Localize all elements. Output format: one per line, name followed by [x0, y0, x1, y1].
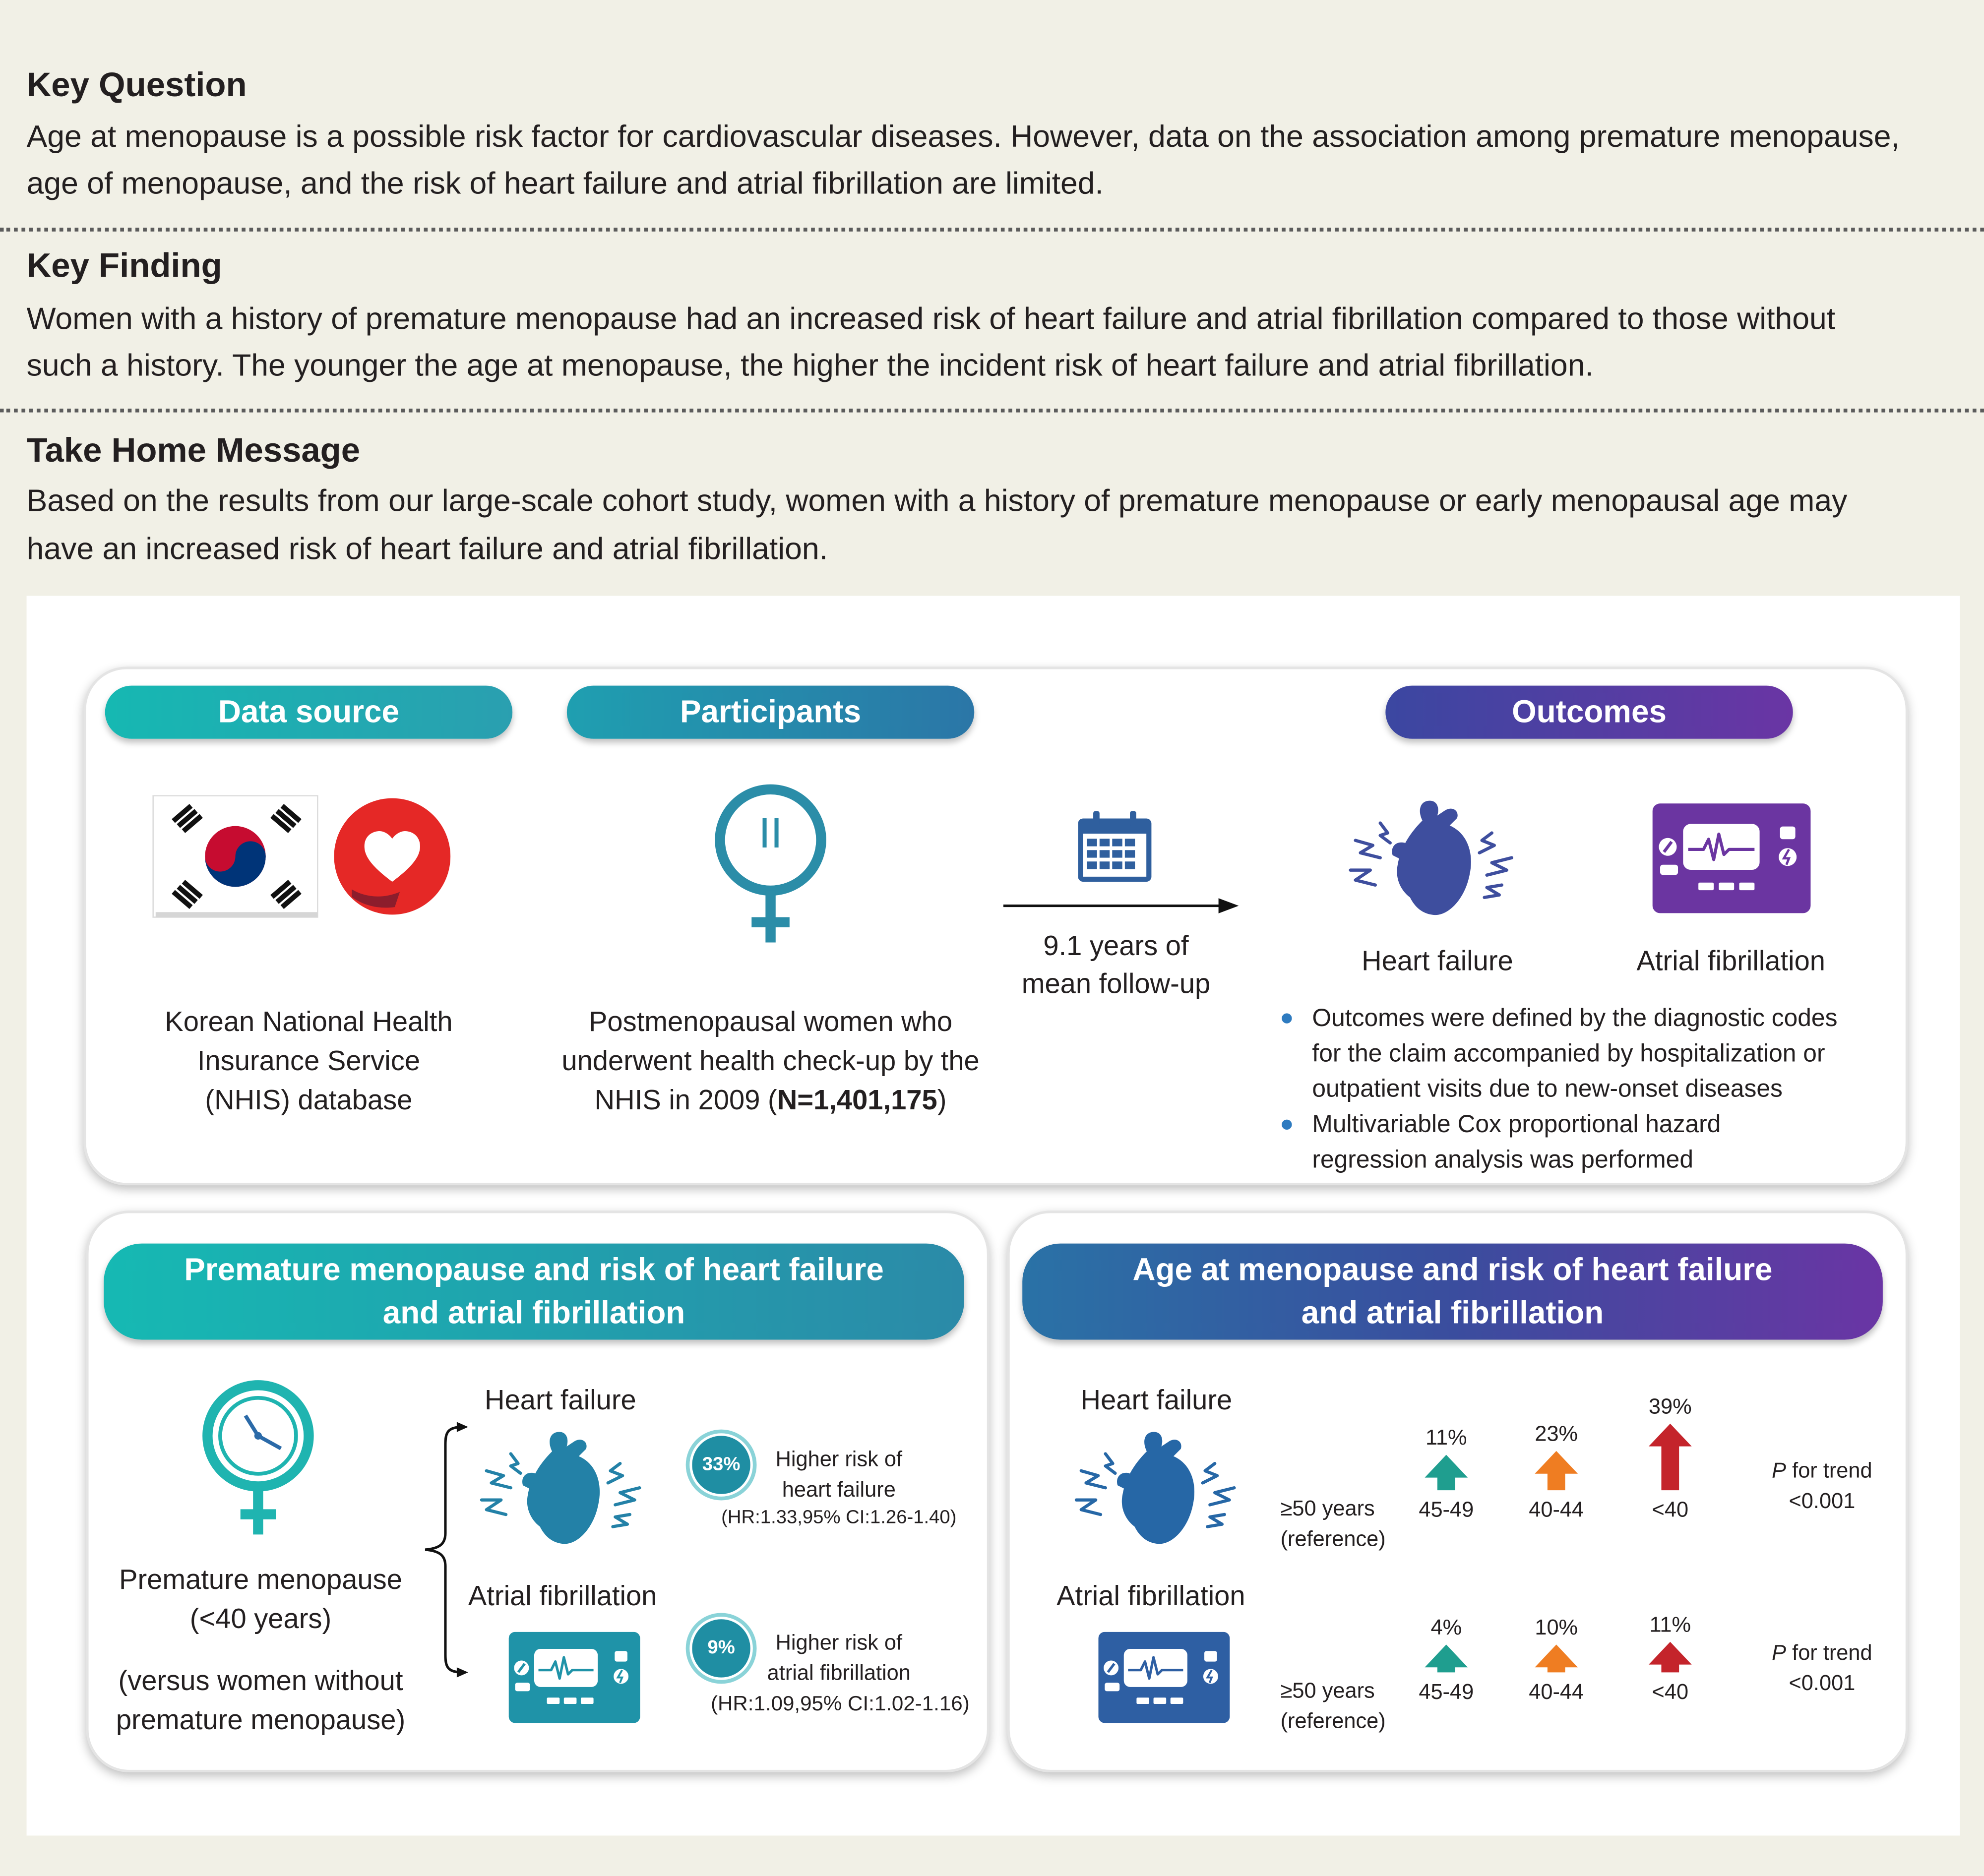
- age-title-line2: and atrial fibrillation: [1301, 1295, 1604, 1331]
- af-risk-line2: atrial fibrillation: [767, 1661, 911, 1685]
- risk-percent-label: 23%: [1535, 1422, 1578, 1446]
- af-p-for-trend-value: <0.001: [1789, 1671, 1856, 1695]
- key-finding-line1: Women with a history of premature menopause had an increased risk of heart failure and atrial fibrillation compared to those without: [26, 302, 1836, 337]
- key-finding-heading: Key Finding: [26, 246, 222, 285]
- atrial-fibrillation-monitor-icon: [1098, 1632, 1230, 1723]
- take-home-line1: Based on the results from our large-scale cohort study, women with a history of premature menopause or early menopausal age may: [26, 484, 1848, 519]
- hf-hazard-ratio: (HR:1.33,95% CI:1.26-1.40): [721, 1507, 957, 1528]
- premature-comparison-line2: premature menopause): [116, 1704, 406, 1736]
- risk-arrow-40-44: [1535, 1451, 1578, 1490]
- premature-subject-line2: (<40 years): [189, 1603, 332, 1634]
- chart-title-heart-failure: Heart failure: [1080, 1384, 1233, 1416]
- risk-percent-label: 4%: [1430, 1615, 1462, 1639]
- outcomes-bullet-list: [1279, 1001, 1899, 1178]
- outcome-af-label: Atrial fibrillation: [1636, 945, 1826, 977]
- p-trend-text: for trend: [1786, 1458, 1872, 1483]
- chart-title-atrial-fibrillation: Atrial fibrillation: [1056, 1580, 1245, 1612]
- atrial-fibrillation-monitor-icon: [509, 1632, 640, 1723]
- participants-line3: [506, 1081, 1035, 1120]
- heart-failure-percent-badge: 33%: [689, 1433, 753, 1497]
- divider: [0, 409, 1984, 413]
- key-question-line2: age of menopause, and the risk of heart failure and atrial fibrillation are limited.: [26, 167, 1104, 201]
- bullet-text: Multivariable Cox proportional hazard: [1312, 1110, 1721, 1139]
- premature-title-line2: and atrial fibrillation: [382, 1295, 685, 1331]
- korean-flag-icon: [153, 796, 318, 917]
- key-question-heading: Key Question: [26, 65, 247, 104]
- follow-up-arrow: [1003, 895, 1239, 917]
- participants-count: N=1,401,175: [777, 1084, 937, 1116]
- key-question-line1: Age at menopause is a possible risk factor for cardiovascular diseases. However, data on the association among premature menopause,: [26, 120, 1900, 155]
- bullet-item: [1279, 1107, 1899, 1178]
- participants-line3-text: NHIS in 2009 (: [594, 1084, 777, 1116]
- af-percent-badge: 9%: [689, 1617, 753, 1680]
- nhis-logo-icon: [334, 798, 450, 915]
- atrial-fibrillation-monitor-icon: [1653, 803, 1811, 913]
- participants-line1: Postmenopausal women who: [588, 1006, 953, 1037]
- age-title-line1: Age at menopause and risk of heart failure: [1132, 1252, 1773, 1288]
- af-p-for-trend-label: [1759, 1638, 1885, 1669]
- bullet-text: regression analysis was performed: [1312, 1146, 1694, 1174]
- age-category-label: 40-44: [1529, 1498, 1584, 1522]
- bullet-item: [1279, 1001, 1899, 1107]
- age-category-label: 45-49: [1419, 1680, 1474, 1704]
- participant-group-numeral: II: [758, 809, 783, 858]
- heart-failure-icon: [1337, 798, 1527, 922]
- premature-comparison-line1: (versus women without: [118, 1665, 403, 1696]
- heart-failure-icon: [1063, 1430, 1250, 1551]
- risk-percent-label: 11%: [1426, 1426, 1467, 1450]
- age-category-label: <40: [1652, 1680, 1689, 1704]
- hf-risk-line1: Higher risk of: [775, 1447, 903, 1471]
- age-category-label: <40: [1652, 1498, 1689, 1522]
- calendar-icon: [1075, 808, 1154, 884]
- follow-up-line1: 9.1 years of: [1043, 929, 1189, 962]
- bullet-text: Outcomes were defined by the diagnostic codes: [1312, 1004, 1838, 1032]
- bullet-text: outpatient visits due to new-onset diseases: [1312, 1075, 1783, 1103]
- participants-line3-close: ): [937, 1084, 947, 1116]
- take-home-line2: have an increased risk of heart failure and atrial fibrillation.: [26, 532, 828, 567]
- data-source-line1: Korean National Health: [165, 1006, 453, 1037]
- risk-arrow-45-49: [1425, 1644, 1468, 1672]
- participants-line2: underwent health check-up by the: [561, 1045, 980, 1077]
- p-trend-text: for trend: [1786, 1640, 1872, 1665]
- hf-risk-line2: heart failure: [782, 1477, 896, 1502]
- premature-title-line1: Premature menopause and risk of heart failure: [184, 1252, 884, 1288]
- key-finding-line2: such a history. The younger the age at menopause, the higher the incident risk of heart failure and atrial fibrillation.: [26, 349, 1594, 383]
- take-home-heading: Take Home Message: [26, 431, 361, 470]
- af-risk-line1: Higher risk of: [775, 1631, 903, 1655]
- premature-heart-failure-label: Heart failure: [485, 1384, 636, 1416]
- outcomes-pill: Outcomes: [1385, 686, 1793, 739]
- age-category-label: 45-49: [1419, 1498, 1474, 1522]
- hf-reference-line2: (reference): [1280, 1527, 1386, 1551]
- data-source-line3: (NHIS) database: [205, 1084, 413, 1116]
- heart-failure-icon: [468, 1430, 656, 1551]
- af-reference-line2: (reference): [1280, 1709, 1386, 1733]
- premature-subject-line1: Premature menopause: [119, 1564, 402, 1595]
- p-italic: P: [1772, 1640, 1787, 1665]
- bullet-text: for the claim accompanied by hospitalization or: [1312, 1039, 1825, 1068]
- data-source-pill: Data source: [105, 686, 512, 739]
- female-symbol-icon: [709, 783, 833, 950]
- brace-connector: [418, 1422, 468, 1677]
- age-category-label: 40-44: [1529, 1680, 1584, 1704]
- risk-arrow-45-49: [1425, 1455, 1468, 1490]
- risk-arrow-<40: [1649, 1424, 1692, 1490]
- risk-percent-label: 11%: [1649, 1613, 1691, 1637]
- follow-up-line2: mean follow-up: [1021, 968, 1211, 1000]
- risk-percent-label: 10%: [1535, 1615, 1578, 1639]
- risk-arrow-40-44: [1535, 1644, 1578, 1672]
- premature-panel-title: [104, 1244, 964, 1340]
- clock-female-symbol-icon: [197, 1378, 319, 1540]
- premature-af-label: Atrial fibrillation: [468, 1580, 657, 1612]
- af-reference-line1: ≥50 years: [1280, 1679, 1375, 1703]
- outcome-heart-failure-label: Heart failure: [1362, 945, 1513, 977]
- risk-arrow-<40: [1649, 1642, 1692, 1673]
- risk-percent-label: 39%: [1648, 1394, 1692, 1419]
- data-source-line2: Insurance Service: [197, 1045, 421, 1077]
- p-italic: P: [1772, 1458, 1787, 1483]
- af-hazard-ratio: (HR:1.09,95% CI:1.02-1.16): [710, 1693, 970, 1716]
- hf-reference-line1: ≥50 years: [1280, 1496, 1375, 1521]
- age-panel-title: [1022, 1244, 1883, 1340]
- participants-pill: Participants: [567, 686, 974, 739]
- hf-p-for-trend-value: <0.001: [1789, 1489, 1856, 1513]
- hf-p-for-trend-label: [1759, 1456, 1885, 1486]
- divider: [0, 228, 1984, 232]
